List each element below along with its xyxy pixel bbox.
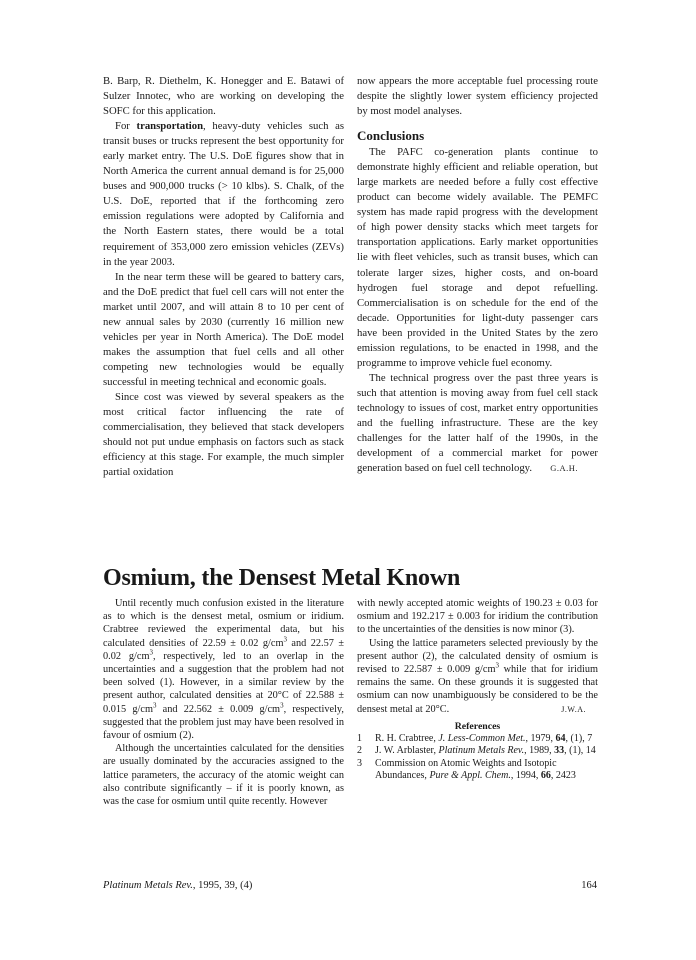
reference-number: 2 (357, 745, 362, 757)
ref-journal: Pure & Appl. Chem. (429, 770, 511, 782)
paragraph (103, 119, 344, 269)
journal-issue: , 1995, 39, (4) (192, 880, 253, 891)
superscript: 3 (149, 648, 153, 657)
reference-item (357, 758, 598, 783)
journal-citation (103, 880, 252, 891)
section-heading: Conclusions (357, 128, 425, 144)
text-run: For (115, 120, 137, 133)
text-run: , respectively, suggested that the problem just may have been resolved in favour of osmium (2). (103, 703, 344, 742)
ref-journal: Platinum Metals Rev. (438, 745, 525, 757)
page-number: 164 (581, 880, 597, 891)
text-run: Until recently much confusion existed in the literature as to which is the densest metal, osmium or iridium. Crabtree reviewed the experimental data, but his calculated densities of 22.59 ± 0.02 g/cm (103, 598, 344, 649)
ref-volume: 66 (540, 770, 551, 782)
author-initials: J.W.A. (561, 704, 586, 714)
ref-volume: 33 (554, 745, 565, 757)
superscript: 3 (152, 701, 157, 710)
text-run: and 22.562 ± 0.009 g/cm (156, 703, 281, 715)
bottom-left-column (103, 597, 344, 808)
paragraph: The PAFC co-generation plants continue to demonstrate highly efficient and reliable operation, but large markets are needed before a fully cost effective product can become widely available. The PEMFC system has made rapid progress with the development of high power density stacks which meet targets for transportation applications. Early market opportunities lie with fleet vehicles, such as transit buses, which can tolerate larger sizes, higher costs, and on-board hydrogen fuel storage and depot refuelling. Commercialisation is on schedule for the end of the decade. Opportunities for light-duty passenger cars have been provided in the United States by the zero emission regulations, to be enacted in 1998, and the programme to improve vehicle fuel economy. (357, 146, 598, 369)
reference-number: 3 (357, 757, 362, 769)
superscript: 3 (280, 701, 284, 710)
ref-authors: R. H. Crabtree, (375, 732, 439, 744)
ref-pages: , 2423 (550, 770, 576, 782)
reference-item (357, 745, 598, 758)
paragraph (357, 637, 598, 716)
paragraph: with newly accepted atomic weights of 190.23 ± 0.03 for osmium and 192.217 ± 0.003 for iridium the contribution to the uncertainties of the densities is now minor (3). (357, 598, 598, 636)
reference-text (375, 733, 598, 746)
ref-volume: 64 (555, 732, 566, 744)
text-run: and 22.57 ± 0.02 g/cm (103, 637, 344, 662)
reference-item (357, 733, 598, 746)
ref-pages: , (1), 7 (565, 732, 593, 744)
paragraph: B. Barp, R. Diethelm, K. Honegger and E. Batawi of Sulzer Innotec, who are working on developing the SOFC for this application. (103, 75, 344, 118)
ref-year: , 1989, (524, 745, 555, 757)
paragraph: Since cost was viewed by several speakers as the most critical factor influencing the rate of commercialisation, they believed that stack developers should not put undue emphasis on factors such as stack efficiency at this stage. For example, the much simpler partial oxidation (103, 390, 344, 479)
text-run: , respectively, led to an overlap in the uncertainties and a suggestion that the problem had not been solved (1). However, in a similar review by the present author, calculated densities at 20°C of 22.588 ± 0.015 g/cm (103, 650, 344, 715)
text-run: while that for iridium remains the same. On these grounds it is suggested that osmium can now unambiguously be considered to be the densest metal at 20°C. (357, 664, 599, 715)
references-heading: References (454, 720, 501, 732)
reference-text (375, 758, 598, 783)
bold-term: transportation (136, 120, 204, 133)
ref-journal: J. Less-Common Met. (438, 732, 526, 744)
ref-authors: J. W. Arblaster, (375, 745, 439, 757)
reference-number: 1 (357, 732, 362, 744)
paragraph (357, 371, 598, 476)
bottom-right-column (357, 597, 598, 783)
text-run: The technical progress over the past three years is such that attention is moving away from fuel cell stack technology to issues of cost, market entry opportunities and the fuelling infrastructure. These are the key challenges for the latter half of the 1990s, in the development of a commercial market for power generation based on fuel cell technology. (357, 371, 598, 475)
paragraph: now appears the more acceptable fuel processing route despite the slightly lower system efficiency projected by most model analyses. (357, 75, 598, 118)
paragraph (103, 597, 344, 742)
text-run: Using the lattice parameters selected previously by the present author (2), the calculated density of osmium is revised to 22.587 ± 0.009 g/cm (357, 637, 598, 676)
top-right-column (357, 74, 598, 476)
ref-year: , 1979, (525, 732, 556, 744)
ref-pages: , (1), 14 (564, 745, 596, 757)
ref-year: , 1994, (510, 770, 541, 782)
text-run: , heavy-duty vehicles such as transit buses or trucks represent the best opportunity for early market entry. The U.S. DoE figures show that in North America the current annual demand is for 25,000 buses and 900,000 trucks (> 10 klbs). S. Chalk, of the U.S. DoE, reported that if the forthcoming zero emission regulations were adopted by California and the North Eastern states, there would be a total requirement of 353,000 zero emission vehicles (ZEVs) in the year 2003. (103, 120, 344, 268)
paragraph: Although the uncertainties calculated for the densities are usually dominated by the accuracies assigned to the lattice parameters, the accuracy of the atomic weight can also contribute significantly – if it is poorly known, as was the case for osmium until quite recently. However (103, 743, 344, 808)
journal-name: Platinum Metals Rev. (103, 880, 193, 891)
paragraph: In the near term these will be geared to battery cars, and the DoE predict that fuel cell cars will not enter the market until 2007, and will attain 8 to 10 per cent of new annual sales by 2030 (currently 16 million new vehicles per year in North America). The DoE model makes the assumption that fuel cells and all other competing new technologies would be equally successful in meeting technical and economic goals. (103, 270, 344, 388)
superscript: 3 (283, 635, 287, 644)
top-left-column (103, 74, 344, 480)
article-title: Osmium, the Densest Metal Known (103, 565, 461, 591)
superscript: 3 (495, 661, 499, 670)
ref-authors: Commission on Atomic Weights and Isotopic Abundances, (375, 757, 557, 782)
author-initials: G.A.H. (550, 463, 578, 474)
reference-text (375, 745, 598, 758)
